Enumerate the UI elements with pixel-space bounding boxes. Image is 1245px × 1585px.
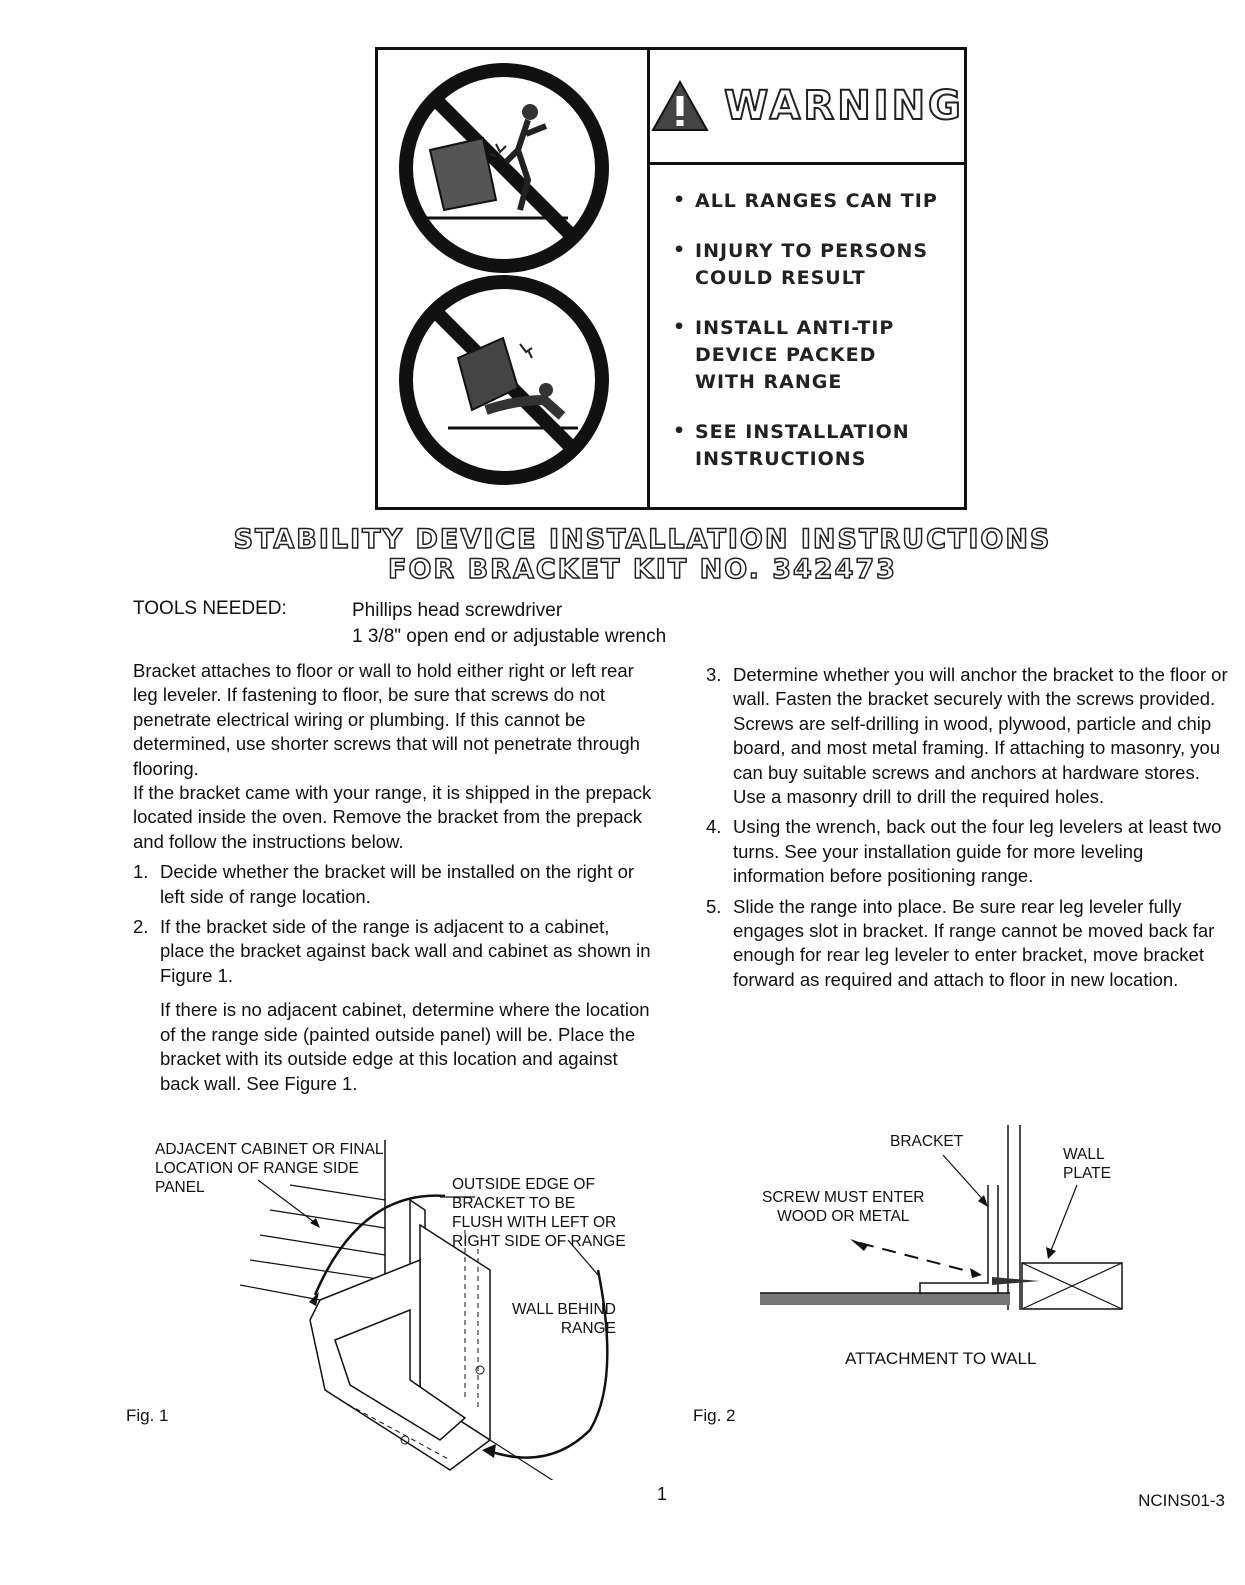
bullet-icon: • bbox=[673, 316, 687, 338]
figure-1 bbox=[120, 1140, 640, 1480]
step-text: If the bracket side of the range is adjacent to a cabinet, place the bracket against back wall and cabinet as shown in Figure 1. bbox=[160, 916, 651, 986]
caption-adjacent-cabinet: ADJACENT CABINET OR FINAL LOCATION OF RANGE SIDE PANEL bbox=[155, 1141, 384, 1196]
step-number: 1. bbox=[133, 861, 149, 883]
caption-bracket: BRACKET bbox=[890, 1133, 964, 1150]
tool-item: 1 3/8" open end or adjustable wrench bbox=[352, 626, 667, 647]
bullet-icon: • bbox=[673, 420, 687, 442]
step-5 bbox=[706, 895, 1236, 993]
warning-header bbox=[650, 50, 964, 165]
step-1 bbox=[133, 860, 653, 909]
step-2-note: If there is no adjacent cabinet, determine where the location of the range side (painted outside panel) will be. Place the bracket with its outside edge at this location and against back wall. See Figure 1. bbox=[160, 999, 650, 1094]
warning-heading: WARNING bbox=[724, 83, 964, 129]
intro-paragraph: Bracket attaches to floor or wall to hold either right or left rear leg leveler. If fastening to floor, be sure that screws do not penetrate electrical wiring or plumbing. If this cannot be determined, use shorter screws that will not penetrate through flooring. bbox=[133, 660, 640, 779]
figure-2 bbox=[750, 1125, 1170, 1375]
warning-pictograms bbox=[378, 50, 650, 507]
warning-item: • ALL RANGES CAN TIP bbox=[673, 189, 938, 212]
no-tip-pictogram-icon bbox=[378, 50, 644, 507]
step-number: 5. bbox=[706, 895, 722, 917]
step-text: Using the wrench, back out the four leg levelers at least two turns. See your installation guide for more leveling information before positioning range. bbox=[733, 816, 1222, 887]
figure-2-label: Fig. 2 bbox=[693, 1406, 736, 1425]
figure-1-label: Fig. 1 bbox=[126, 1406, 169, 1425]
tools-list bbox=[352, 598, 666, 650]
caption-screw: SCREW MUST ENTER WOOD OR METAL bbox=[762, 1189, 925, 1225]
step-number: 3. bbox=[706, 664, 722, 685]
warning-list bbox=[673, 188, 953, 496]
step-4 bbox=[706, 815, 1236, 888]
page-subtitle: FOR BRACKET KIT NO. 342473 bbox=[388, 554, 897, 585]
intro-paragraph: If the bracket came with your range, it is shipped in the prepack located inside the oven. Remove the bracket from the prepack and follow the instructions below. bbox=[133, 782, 652, 852]
caption-outside-edge: OUTSIDE EDGE OF BRACKET TO BE FLUSH WITH LEFT OR RIGHT SIDE OF RANGE bbox=[452, 1176, 626, 1250]
instructions-left-column bbox=[133, 659, 653, 1096]
step-text: Determine whether you will anchor the bracket to the floor or wall. Fasten the bracket securely with the screws provided. Screws are self-drilling in wood, plywood, particle and chip board, and most metal framing. If attaching to masonry, you can buy suitable screws and anchors at hardware stores. Use a masonry drill to drill the required holes. bbox=[733, 664, 1228, 808]
step-text: Slide the range into place. Be sure rear leg leveler fully engages slot in bracket. If range cannot be moved back far enough for rear leg leveler to enter bracket, move bracket forward as required and attach to floor in new location. bbox=[733, 895, 1215, 990]
step-text: Decide whether the bracket will be installed on the right or left side of range location. bbox=[160, 861, 635, 907]
warning-item: • INJURY TO PERSONS COULD RESULT bbox=[673, 239, 929, 289]
warning-triangle-icon bbox=[650, 79, 710, 133]
step-2 bbox=[133, 915, 653, 988]
tools-label: TOOLS NEEDED: bbox=[133, 598, 287, 619]
bullet-icon: • bbox=[673, 239, 687, 261]
page-title: STABILITY DEVICE INSTALLATION INSTRUCTIONS bbox=[233, 524, 1052, 555]
step-number: 4. bbox=[706, 816, 722, 838]
page-number: 1 bbox=[657, 1484, 668, 1504]
step-3 bbox=[706, 663, 1236, 809]
warning-item: • INSTALL ANTI-TIP DEVICE PACKED WITH RANGE bbox=[673, 316, 895, 393]
caption-wall-behind: WALL BEHIND RANGE bbox=[512, 1301, 616, 1337]
bullet-icon: • bbox=[673, 189, 687, 211]
document-code: NCINS01-3 bbox=[1138, 1491, 1225, 1510]
warning-item: • SEE INSTALLATION INSTRUCTIONS bbox=[673, 420, 910, 470]
figure-2-caption: ATTACHMENT TO WALL bbox=[845, 1349, 1037, 1368]
warning-box bbox=[375, 47, 967, 510]
instructions-right-column bbox=[706, 663, 1236, 992]
step-number: 2. bbox=[133, 916, 149, 938]
tool-item: Phillips head screwdriver bbox=[352, 600, 563, 621]
caption-wall-plate: WALL PLATE bbox=[1063, 1146, 1111, 1182]
